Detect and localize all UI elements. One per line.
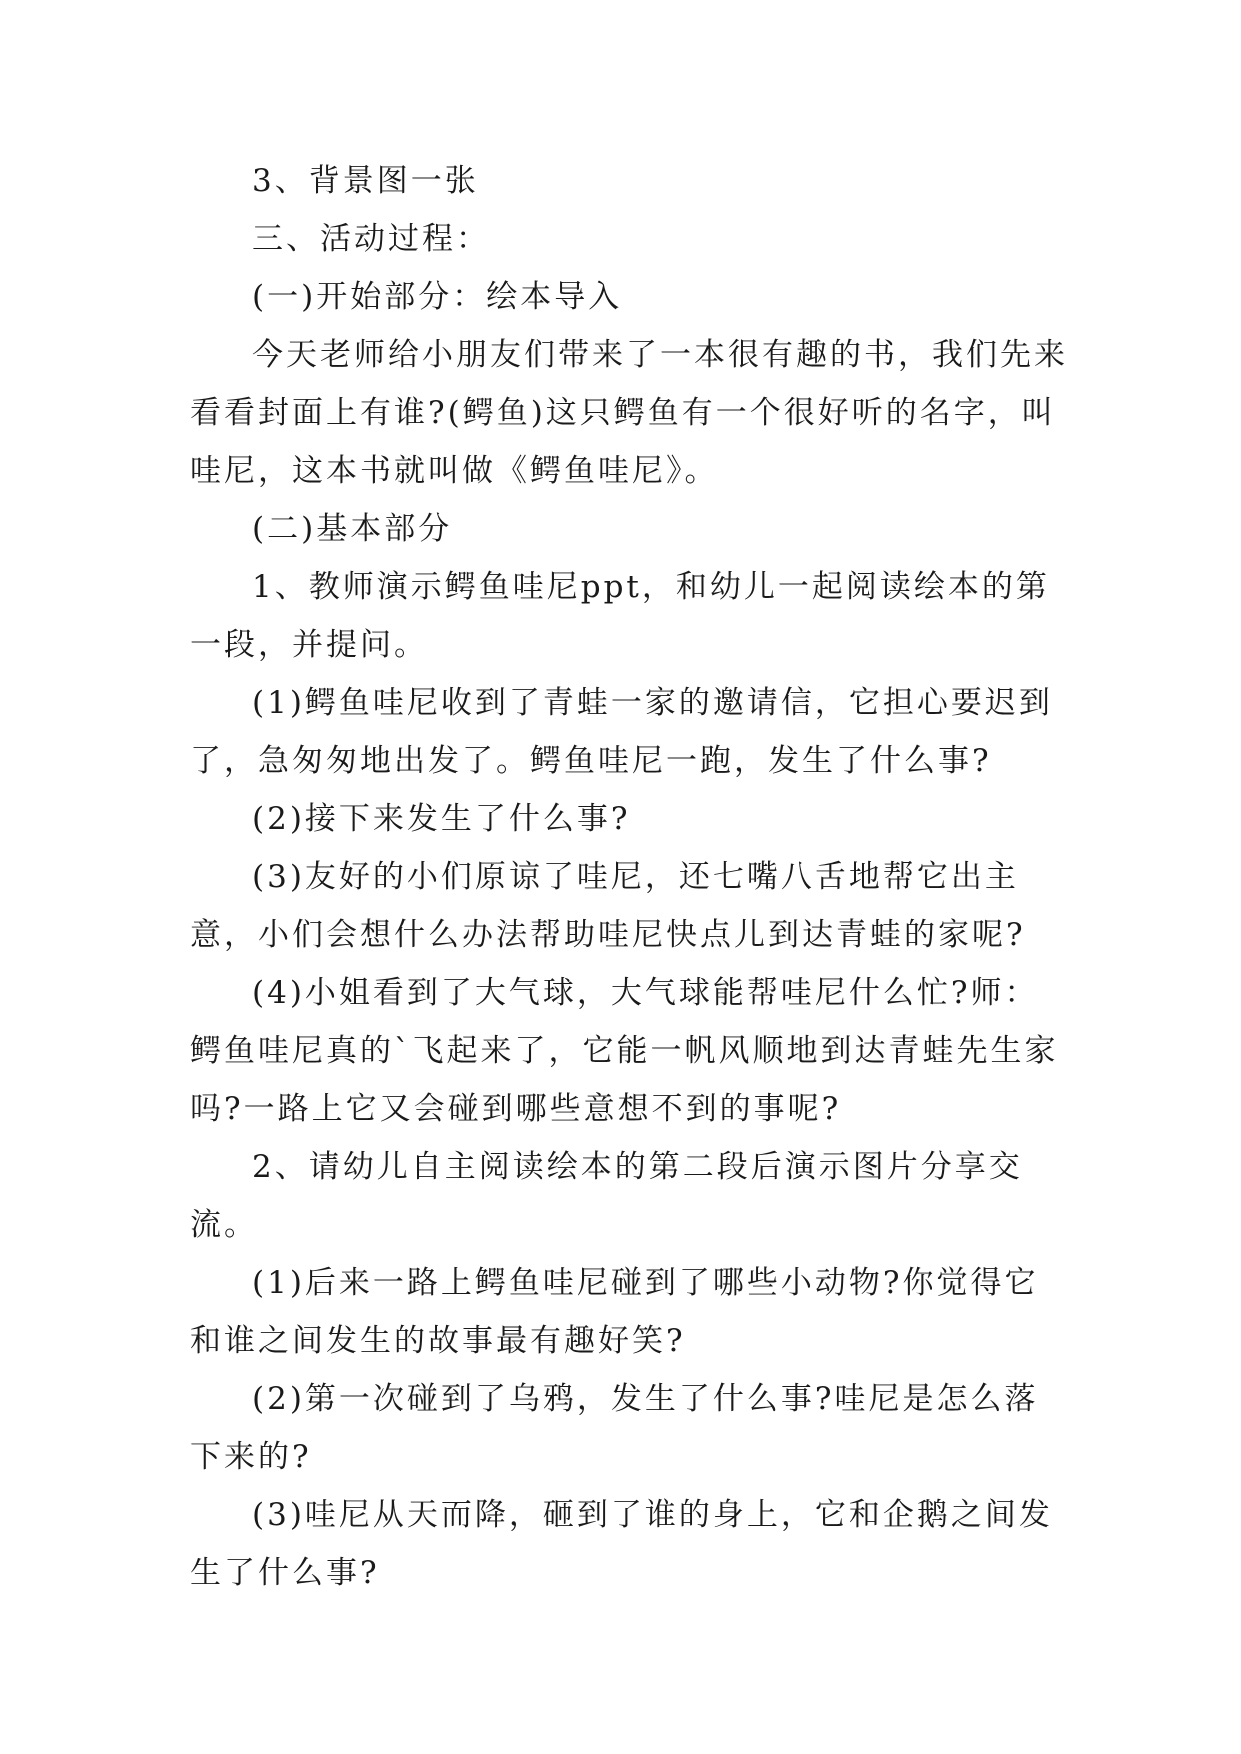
paragraph-step2-question-1: (1)后来一路上鳄鱼哇尼碰到了哪些小动物?你觉得它和谁之间发生的故事最有趣好笑? [190, 1265, 1039, 1359]
paragraph-question-3: (3)友好的小们原谅了哇尼，还七嘴八舌地帮它出主意，小们会想什么办法帮助哇尼快点儿到达青蛙的家呢? [190, 859, 1026, 953]
paragraph-question-1: (1)鳄鱼哇尼收到了青蛙一家的邀请信，它担心要迟到了，急匆匆地出发了。鳄鱼哇尼一跑，发生了什么事? [190, 685, 1053, 779]
paragraph-question-4: (4)小姐看到了大气球，大气球能帮哇尼什么忙?师：鳄鱼哇尼真的`飞起来了，它能一帆风顺地到达青蛙先生家吗?一路上它又会碰到哪些意想不到的事呢? [190, 975, 1059, 1127]
paragraph-question-2: (2)接下来发生了什么事? [252, 801, 631, 837]
paragraph-materials-3: 3、背景图一张 [252, 163, 479, 199]
paragraph-step-2: 2、请幼儿自主阅读绘本的第二段后演示图片分享交流。 [190, 1149, 1023, 1243]
section-heading-activity-process: 三、活动过程： [252, 221, 490, 257]
subsection-heading-basic: (二)基本部分 [252, 511, 453, 547]
paragraph-intro: 今天老师给小朋友们带来了一本很有趣的书，我们先来看看封面上有谁?(鳄鱼)这只鳄鱼有一个很好听的名字，叫哇尼，这本书就叫做《鳄鱼哇尼》。 [190, 337, 1068, 489]
paragraph-step2-question-2: (2)第一次碰到了乌鸦，发生了什么事?哇尼是怎么落下来的? [190, 1381, 1039, 1475]
document-body [190, 152, 1070, 1602]
paragraph-step-1: 1、教师演示鳄鱼哇尼ppt，和幼儿一起阅读绘本的第一段，并提问。 [190, 569, 1050, 663]
paragraph-step2-question-3: (3)哇尼从天而降，砸到了谁的身上，它和企鹅之间发生了什么事? [190, 1497, 1053, 1591]
subsection-heading-opening: (一)开始部分：绘本导入 [252, 279, 623, 315]
